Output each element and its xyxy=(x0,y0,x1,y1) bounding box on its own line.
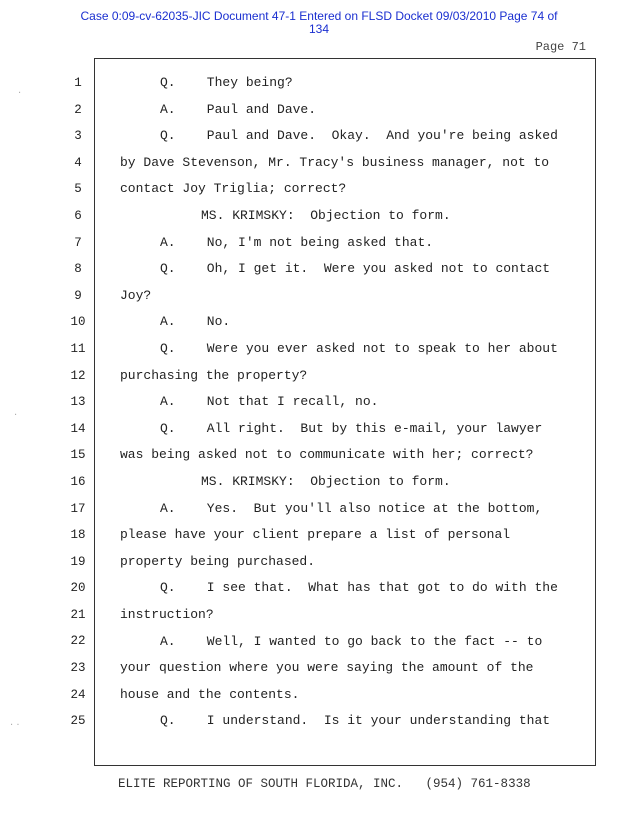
line-number: 18 xyxy=(70,528,86,543)
line-number: 1 xyxy=(74,76,82,90)
court-filing-header xyxy=(0,10,638,36)
line-number: 21 xyxy=(70,607,86,622)
line-number: 5 xyxy=(74,182,82,197)
transcript-line: Q. All right. But by this e-mail, your lawyer xyxy=(160,420,543,436)
line-number: 19 xyxy=(70,554,86,569)
line-number: 13 xyxy=(70,395,86,410)
transcript-line: Q. I see that. What has that got to do with the xyxy=(160,580,558,596)
line-number: 17 xyxy=(70,501,86,516)
line-number: 2 xyxy=(74,102,82,117)
transcript-page-number: Page 71 xyxy=(535,40,586,54)
scan-artifact: · · xyxy=(10,720,20,731)
transcript-line: A. Not that I recall, no. xyxy=(160,394,379,410)
scan-artifact: · xyxy=(14,410,18,421)
line-number: 20 xyxy=(70,581,86,596)
line-number: 9 xyxy=(74,288,82,303)
transcript-line: Q. I understand. Is it your understanding that xyxy=(160,713,551,729)
transcript-line: MS. KRIMSKY: Objection to form. xyxy=(201,208,451,223)
line-number: 11 xyxy=(70,341,86,356)
line-number: 10 xyxy=(70,315,86,330)
transcript-line: was being asked not to communicate with her; correct? xyxy=(120,447,534,463)
scan-artifact: · xyxy=(18,88,22,99)
line-number: 23 xyxy=(70,661,86,676)
transcript-line: MS. KRIMSKY: Objection to form. xyxy=(201,474,451,489)
line-number: 25 xyxy=(70,714,86,729)
line-number: 22 xyxy=(70,634,86,649)
line-number: 24 xyxy=(70,687,86,702)
line-number: 4 xyxy=(74,155,82,170)
transcript-line: by Dave Stevenson, Mr. Tracy's business manager, not to xyxy=(120,154,550,170)
transcript-line: Q. They being? xyxy=(160,75,293,90)
line-number-column xyxy=(60,70,96,735)
transcript-line: property being purchased. xyxy=(120,553,316,569)
transcript-line: Q. Were you ever asked not to speak to her about xyxy=(160,341,558,356)
transcript-line: instruction? xyxy=(120,607,214,622)
transcript-line: Joy? xyxy=(120,287,152,303)
line-number: 15 xyxy=(70,448,86,463)
transcript-line: A. No. xyxy=(160,314,231,330)
transcript-line: contact Joy Triglia; correct? xyxy=(120,181,347,197)
reporter-footer: ELITE REPORTING OF SOUTH FLORIDA, INC. (954) 761-8338 xyxy=(118,777,531,791)
transcript-line: please have your client prepare a list of personal xyxy=(120,527,511,543)
transcript-line: Q. Paul and Dave. Okay. And you're being asked xyxy=(160,128,558,144)
transcript-line: house and the contents. xyxy=(120,686,300,702)
line-number: 14 xyxy=(70,421,86,436)
header-line-2: 134 xyxy=(308,22,330,36)
transcript-line: your question where you were saying the amount of the xyxy=(120,660,534,676)
transcript-line: A. Well, I wanted to go back to the fact -- to xyxy=(160,633,543,649)
transcript-line: Q. Oh, I get it. Were you asked not to contact xyxy=(160,261,551,277)
transcript-line: A. No, I'm not being asked that. xyxy=(160,234,434,250)
transcript-line: purchasing the property? xyxy=(120,367,308,383)
line-number: 8 xyxy=(74,262,82,277)
transcript-line: A. Paul and Dave. xyxy=(160,101,317,117)
line-number: 7 xyxy=(74,235,82,250)
line-number: 12 xyxy=(70,368,86,383)
line-number: 6 xyxy=(74,208,82,223)
line-number: 3 xyxy=(74,129,82,144)
header-line-1: Case 0:09-cv-62035-JIC Document 47-1 Entered on FLSD Docket 09/03/2010 Page 74 of xyxy=(80,9,558,23)
transcript-line: A. Yes. But you'll also notice at the bottom, xyxy=(160,500,543,516)
line-number: 16 xyxy=(70,474,86,489)
